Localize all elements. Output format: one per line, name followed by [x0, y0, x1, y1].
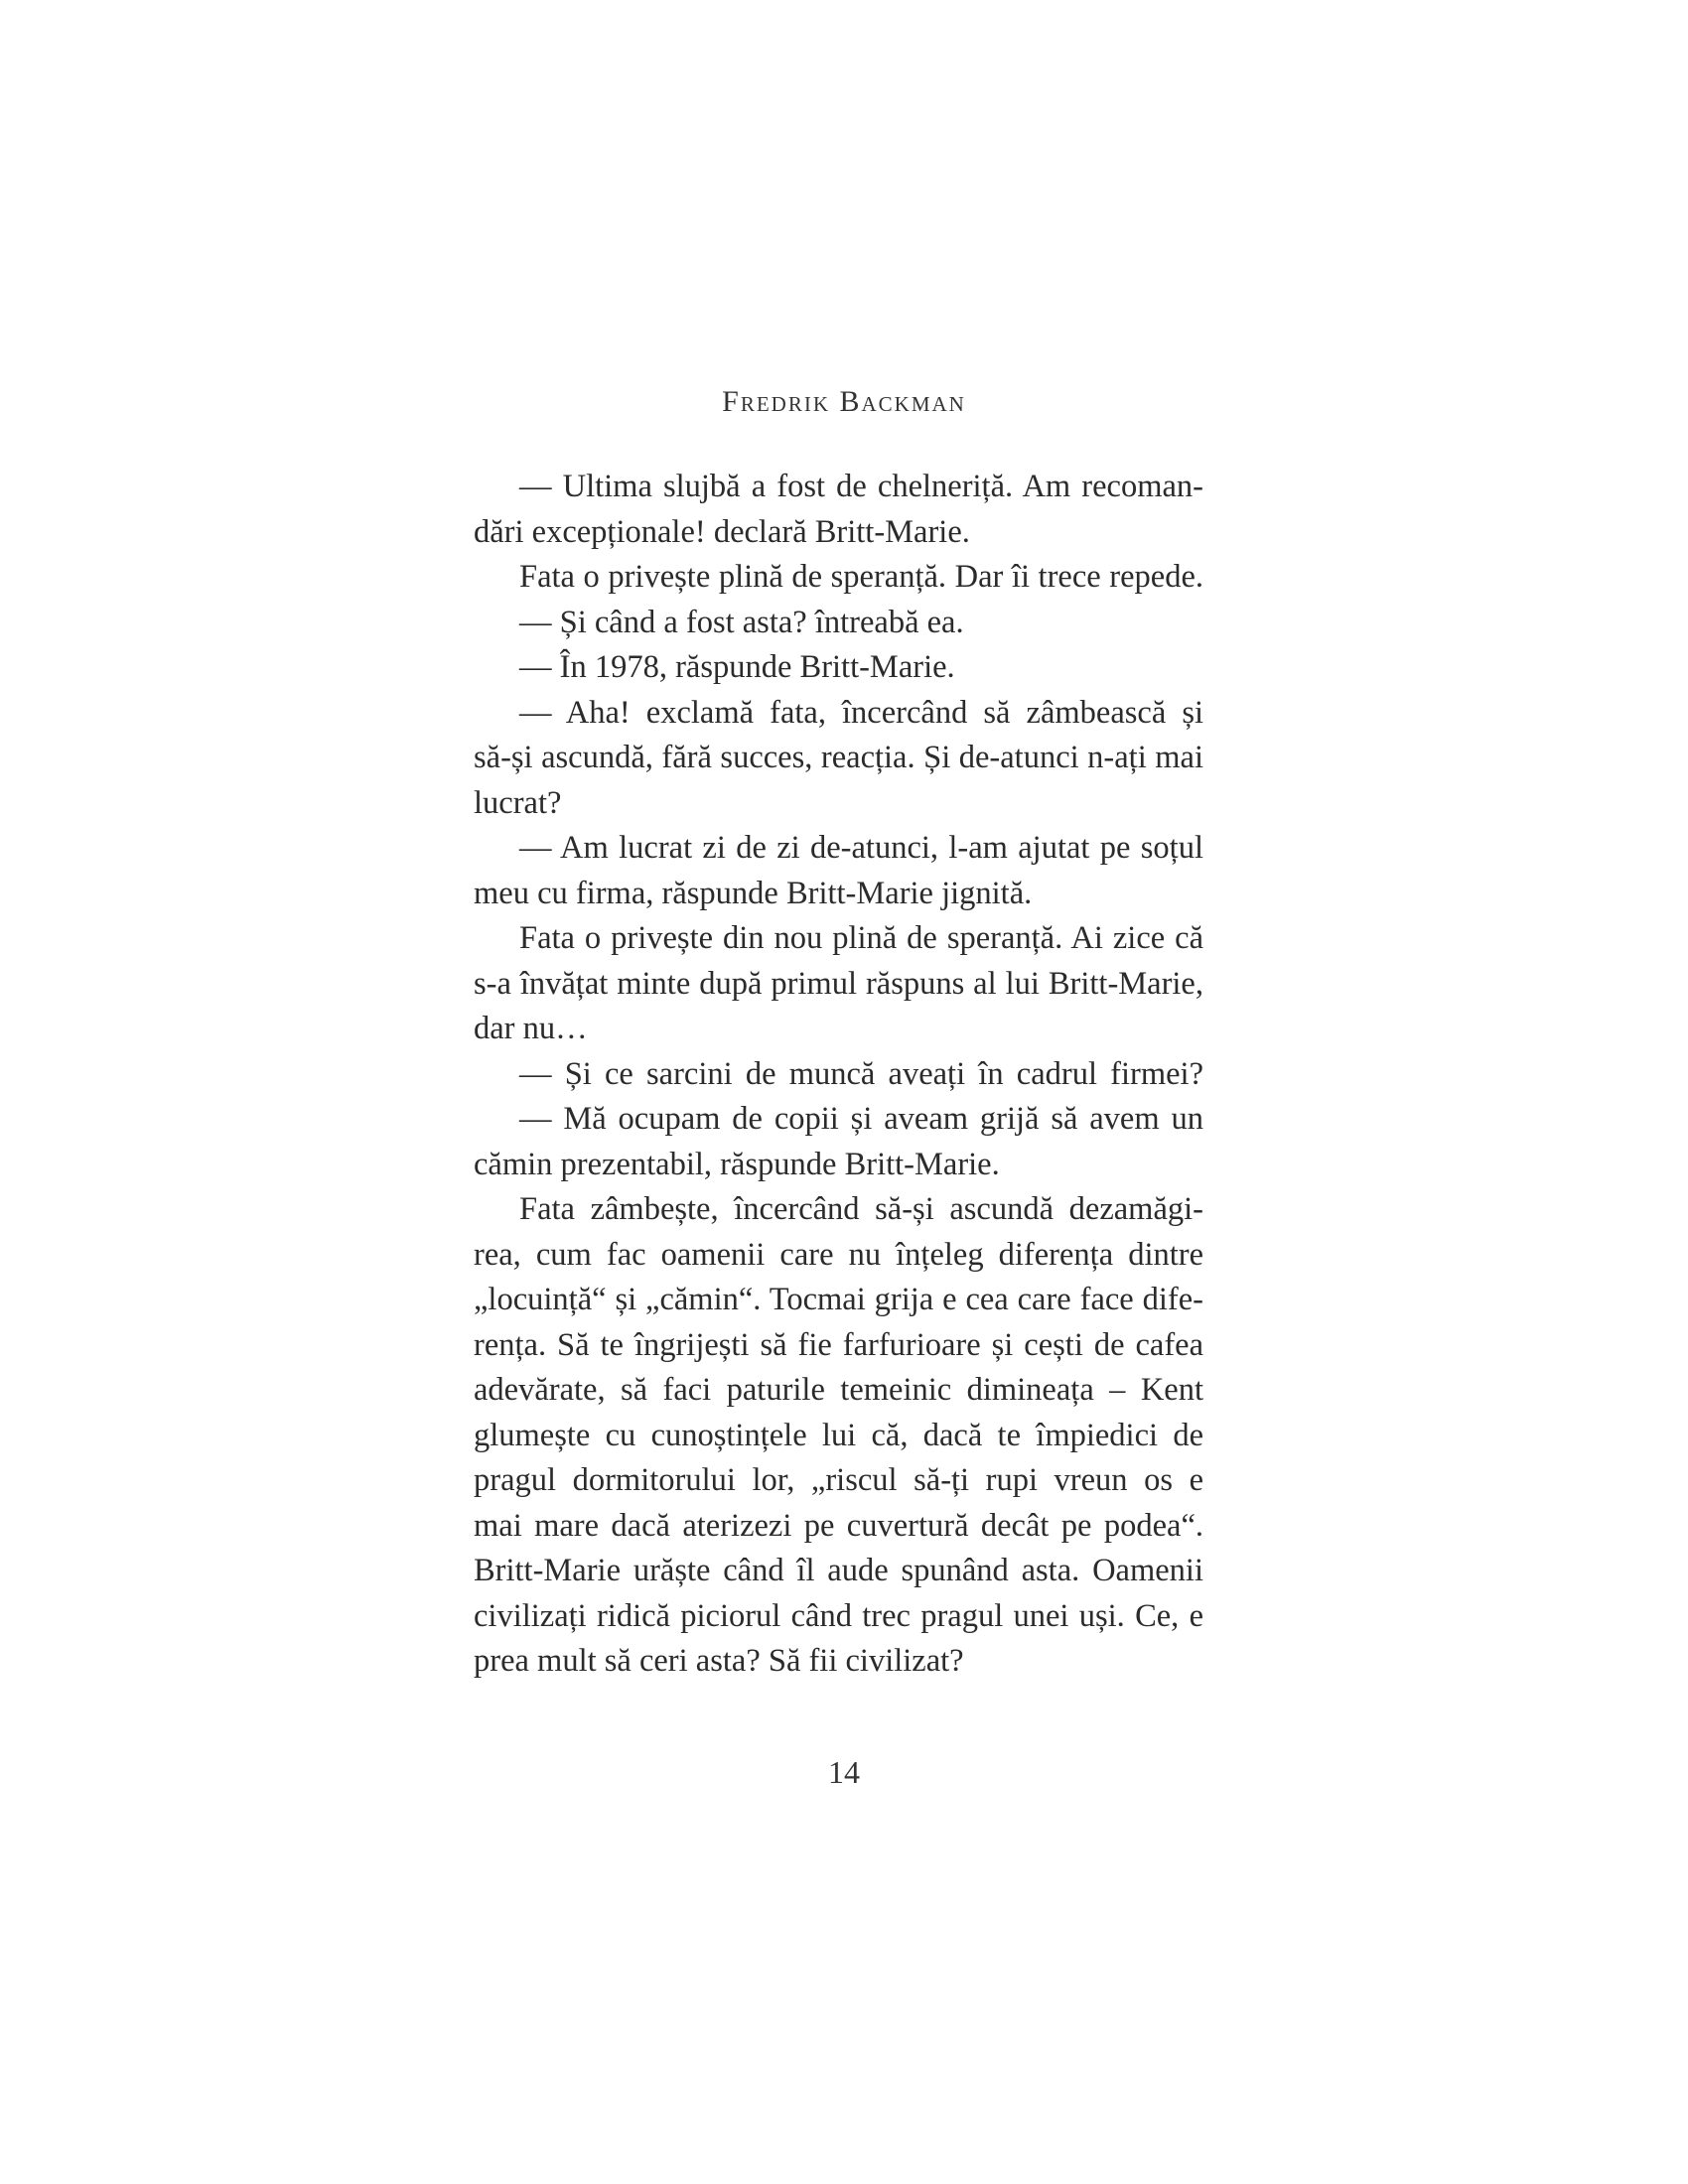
text-line: să-și ascundă, fără succes, reacția. Și de-atunci n-ați mai	[474, 740, 1203, 775]
text-line: — Și ce sarcini de muncă aveați în cadrul firmei?	[519, 1055, 1203, 1092]
text-line: cămin prezentabil, răspunde Britt-Marie.	[474, 1146, 1000, 1182]
text-line: adevărate, să faci paturile temeinic dimineața – Kent	[474, 1372, 1203, 1408]
text-line: Fata o privește plină de speranță. Dar îi trece repede.	[519, 559, 1203, 595]
running-head: Fredrik Backman	[722, 385, 966, 418]
text-line: meu cu firma, răspunde Britt-Marie jignită.	[474, 875, 1033, 911]
text-line: — Mă ocupam de copii și aveam grijă să avem un	[519, 1101, 1203, 1137]
text-line: pragul dormitorului lor, „riscul să-ți rupi vreun os e	[474, 1462, 1203, 1498]
page-number: 14	[828, 1754, 860, 1790]
text-line: lucrat?	[474, 784, 562, 821]
text-line: — Și când a fost asta? întreabă ea.	[519, 604, 964, 640]
text-line: rența. Să te îngrijești să fie farfurioare și cești de cafea	[474, 1326, 1203, 1363]
body-text	[474, 465, 1203, 1685]
text-line: Britt-Marie urăște când îl aude spunând asta. Oamenii	[474, 1553, 1203, 1588]
text-line: rea, cum fac oamenii care nu înțeleg diferența dintre	[474, 1236, 1203, 1273]
text-line: glumește cu cunoștințele lui că, dacă te împiedici de	[474, 1417, 1203, 1453]
text-line: mai mare dacă aterizezi pe cuvertură decât pe podea“.	[474, 1507, 1203, 1544]
text-line: — Ultima slujbă a fost de chelneriță. Am recoman-	[519, 469, 1203, 504]
text-line: prea mult să ceri asta? Să fii civilizat?	[474, 1643, 964, 1679]
text-line: — Am lucrat zi de zi de-atunci, l-am ajutat pe soțul	[519, 830, 1203, 866]
text-line: s-a învățat minte după primul răspuns al lui Britt-Marie,	[474, 965, 1203, 1002]
text-line: „locuință“ și „cămin“. Tocmai grija e cea care face dife-	[474, 1282, 1203, 1317]
text-line: Fata o privește din nou plină de speranță. Ai zice că	[519, 920, 1203, 956]
text-line: Fata zâmbește, încercând să-și ascundă dezamăgi-	[519, 1191, 1203, 1227]
text-line: dar nu…	[474, 1011, 588, 1046]
text-line: dări excepționale! declară Britt-Marie.	[474, 513, 970, 550]
text-line: civilizați ridică piciorul când trec pragul unei uși. Ce, e	[474, 1597, 1203, 1634]
text-line: — Aha! exclamă fata, încercând să zâmbească și	[519, 694, 1203, 731]
text-line: — În 1978, răspunde Britt-Marie.	[519, 649, 955, 685]
